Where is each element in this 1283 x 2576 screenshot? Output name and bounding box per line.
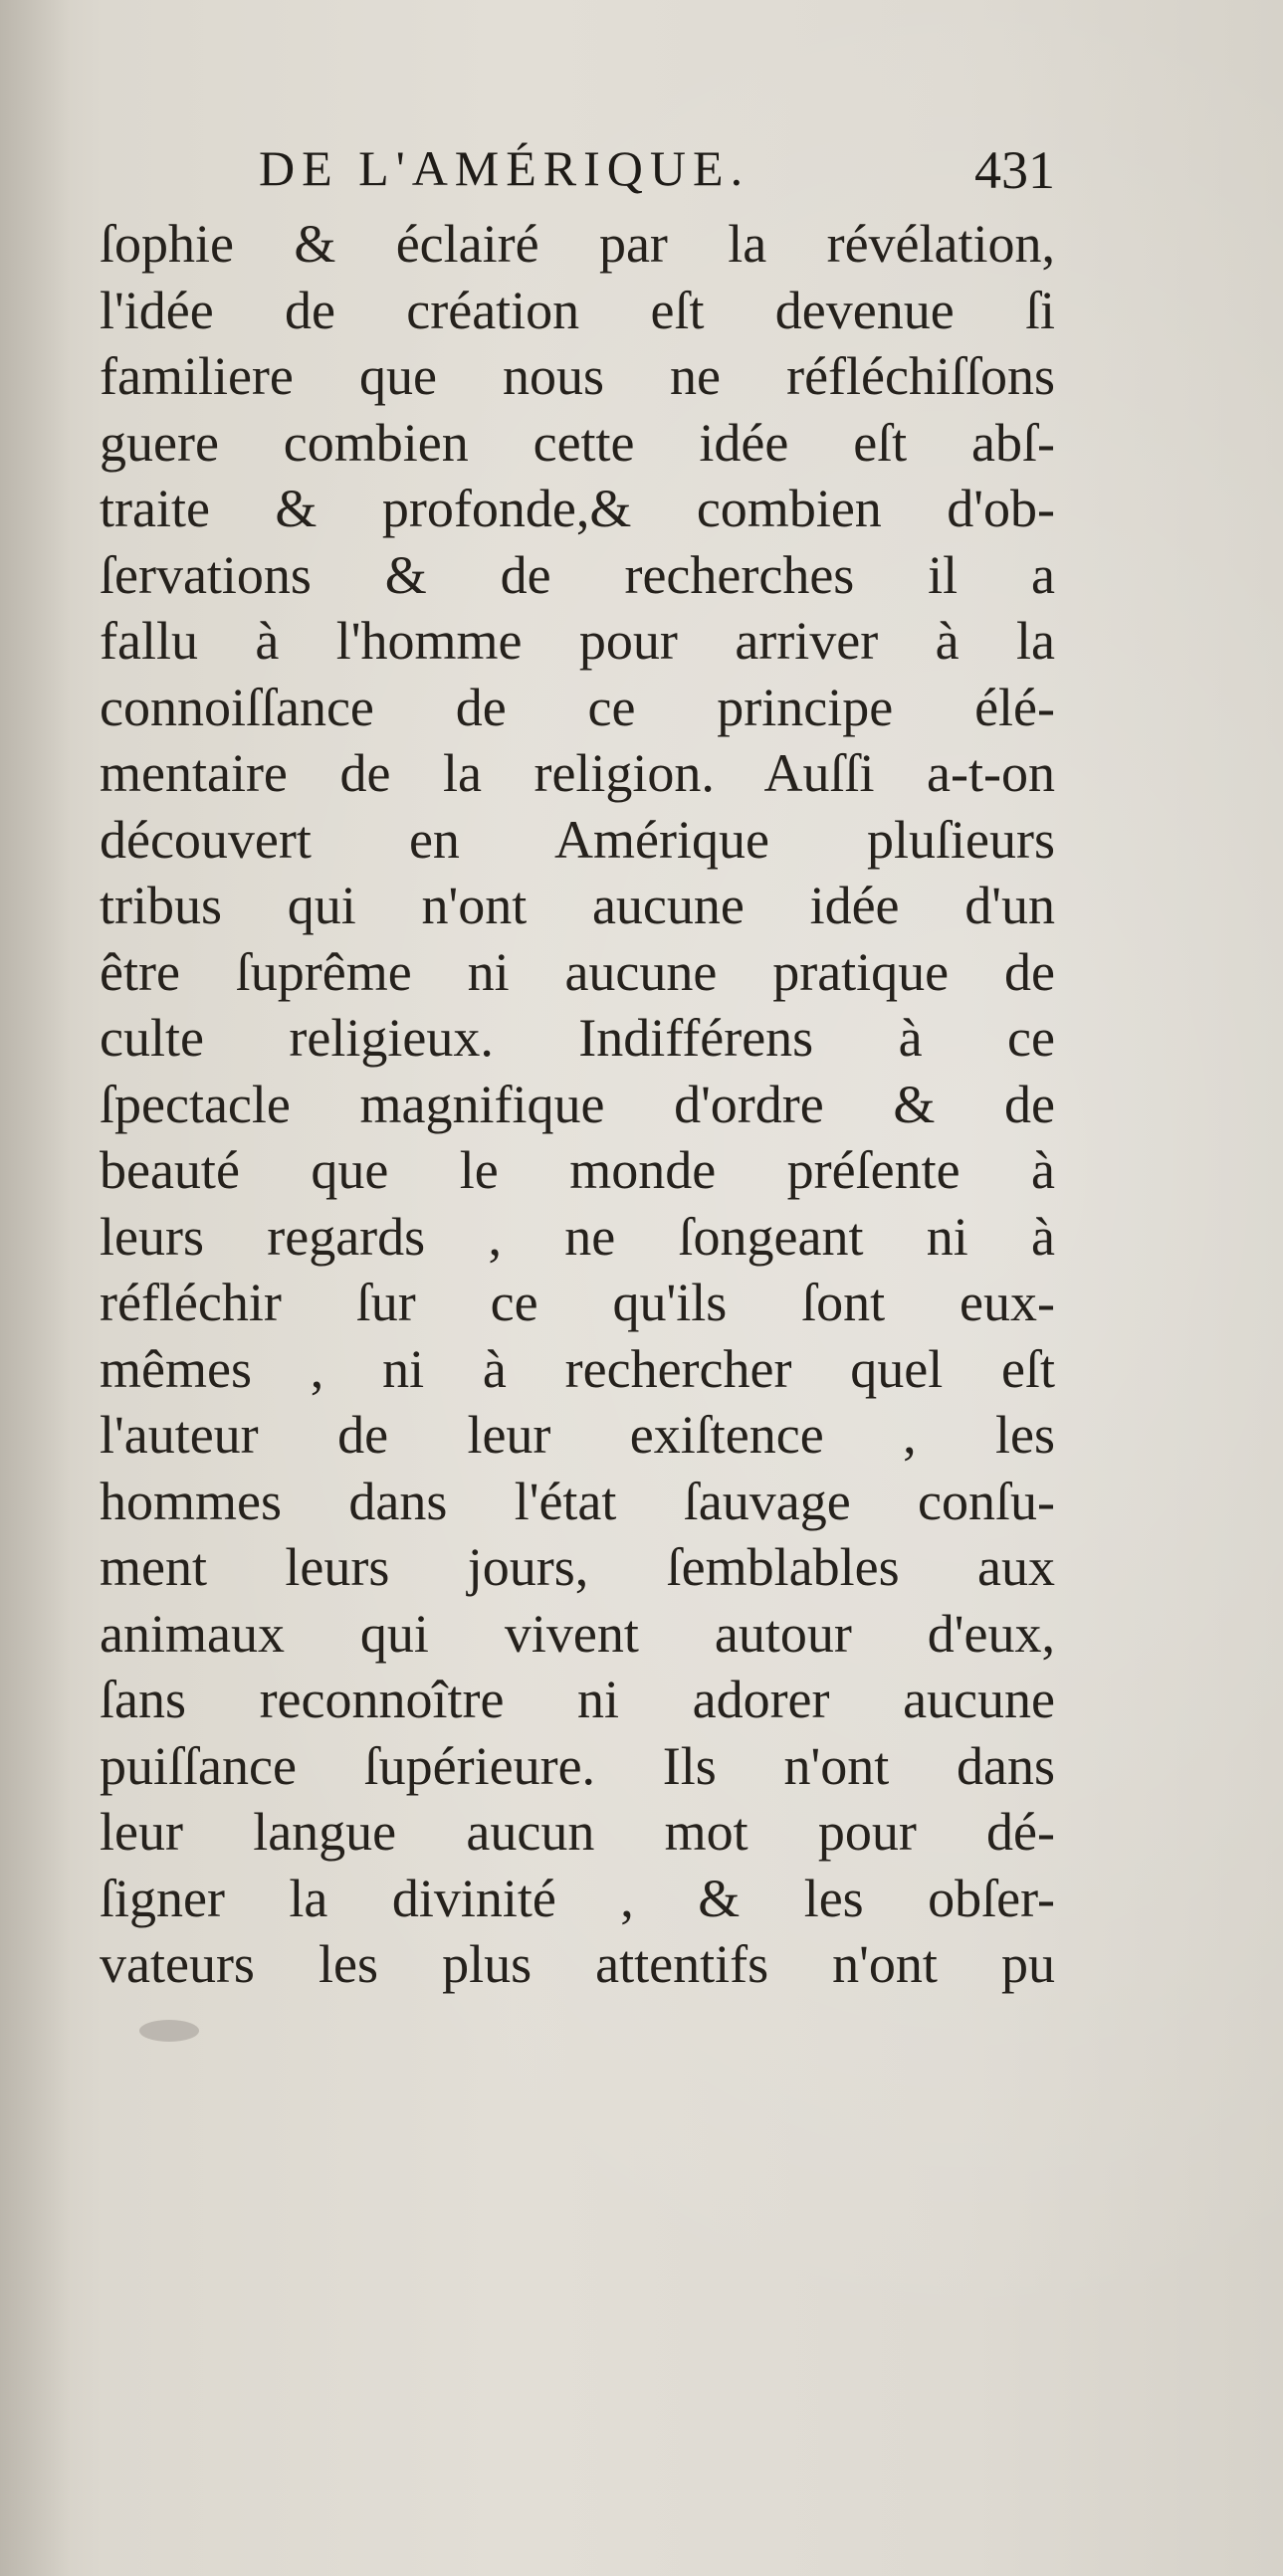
page-number: 431: [974, 140, 1055, 200]
text-line: l'idée de création eſt devenue ſi: [100, 280, 1055, 340]
text-line: leurs regards , ne ſongeant ni à: [100, 1206, 1055, 1267]
text-line: familiere que nous ne réfléchiſſons: [100, 346, 1055, 406]
text-line: animaux qui vivent autour d'eux,: [100, 1603, 1055, 1664]
text-line: culte religieux. Indifférens à ce: [100, 1008, 1055, 1068]
text-line: mêmes , ni à rechercher quel eſt: [100, 1338, 1055, 1399]
text-line: traite & profonde,& combien d'ob-: [100, 479, 1055, 538]
text-line: ſophie & éclairé par la révélation,: [100, 214, 1055, 274]
text-line: découvert en Amérique pluſieurs: [100, 809, 1055, 870]
text-line: mentaire de la religion. Auſſi a-t-on: [100, 743, 1055, 803]
ink-smudge: [139, 2020, 199, 2042]
body-text: [100, 211, 1055, 1998]
text-line: leur langue aucun mot pour dé-: [100, 1802, 1055, 1862]
running-head-title: DE L'AMÉRIQUE.: [259, 140, 750, 196]
text-line: vateurs les plus attentifs n'ont pu: [100, 1934, 1055, 1994]
text-line: être ſuprême ni aucune pratique de: [100, 941, 1055, 1002]
text-line: ſigner la divinité , & les obſer-: [100, 1868, 1055, 1928]
text-line: fallu à l'homme pour arriver à la: [100, 611, 1055, 671]
text-line: guere combien cette idée eſt abſ-: [100, 412, 1055, 473]
text-line: connoiſſance de ce principe élé-: [100, 677, 1055, 737]
text-line: tribus qui n'ont aucune idée d'un: [100, 876, 1055, 935]
gutter-shadow: [0, 0, 70, 2576]
text-line: ſpectacle magnifique d'ordre & de: [100, 1074, 1055, 1134]
text-line: beauté que le monde préſente à: [100, 1140, 1055, 1200]
text-line: hommes dans l'état ſauvage conſu-: [100, 1471, 1055, 1531]
text-line: ſans reconnoître ni adorer aucune: [100, 1670, 1055, 1729]
text-line: ſervations & de recherches il a: [100, 544, 1055, 605]
text-line: puiſſance ſupérieure. Ils n'ont dans: [100, 1735, 1055, 1796]
text-line: l'auteur de leur exiſtence , les: [100, 1405, 1055, 1465]
text-line: ment leurs jours, ſemblables aux: [100, 1537, 1055, 1597]
text-line: réfléchir ſur ce qu'ils ſont eux-: [100, 1273, 1055, 1332]
running-head: [100, 139, 1055, 199]
